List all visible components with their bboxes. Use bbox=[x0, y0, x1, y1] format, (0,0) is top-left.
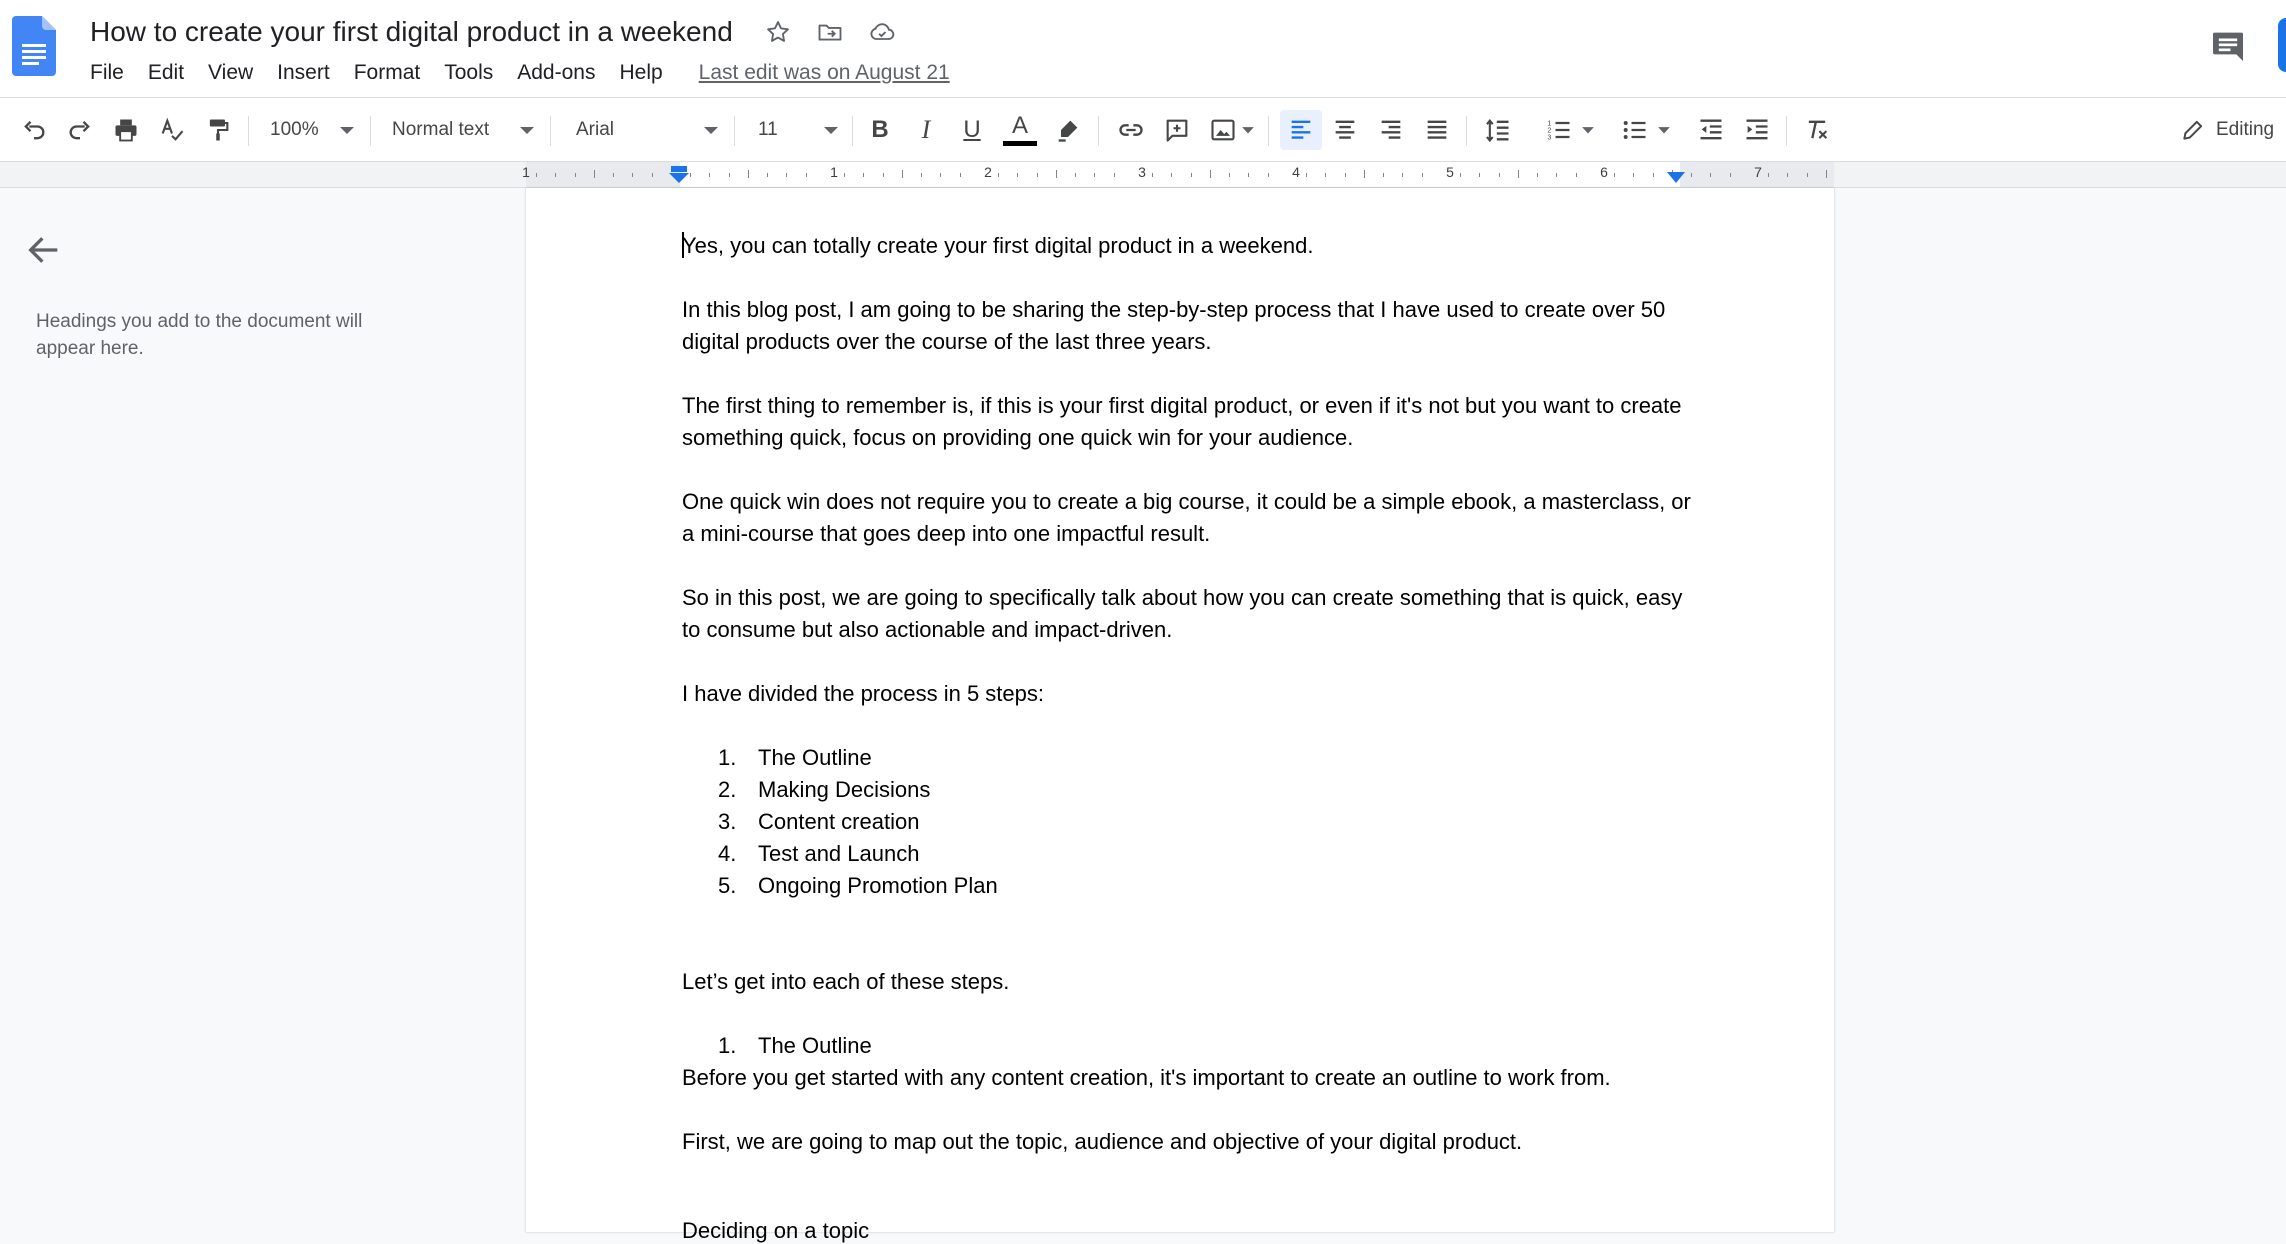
ruler-tick bbox=[652, 173, 653, 177]
outline-placeholder: Headings you add to the document will appear here. bbox=[36, 311, 363, 359]
ruler-tick bbox=[575, 173, 576, 177]
underline-button[interactable]: U bbox=[963, 116, 981, 143]
ruler-number: 3 bbox=[1138, 164, 1146, 180]
menu-view[interactable]: View bbox=[208, 61, 254, 84]
ruler-tick bbox=[690, 173, 691, 177]
ruler-tick bbox=[555, 173, 556, 177]
menu-add-ons[interactable]: Add-ons bbox=[517, 61, 596, 84]
editing-mode-label: Editing bbox=[2216, 119, 2275, 140]
menu-format[interactable]: Format bbox=[353, 61, 421, 84]
ruler-tick bbox=[709, 173, 710, 177]
text-color-button[interactable]: A bbox=[1000, 110, 1040, 150]
ruler-number: 7 bbox=[1754, 164, 1762, 180]
ruler-tick bbox=[1460, 173, 1461, 177]
chevron-down-icon bbox=[824, 127, 838, 134]
ruler-tick bbox=[1037, 173, 1038, 177]
svg-text:3: 3 bbox=[1547, 134, 1552, 142]
ruler-tick bbox=[1191, 173, 1192, 177]
star-icon[interactable] bbox=[763, 17, 793, 47]
ruler-tick bbox=[1576, 173, 1577, 177]
ruler-tick bbox=[1152, 173, 1153, 177]
svg-text:2: 2 bbox=[1547, 127, 1552, 135]
paragraph: Yes, you can totally create your first digital product in a weekend. bbox=[682, 233, 1314, 258]
paragraph: Deciding on a topic bbox=[682, 1218, 870, 1243]
ruler-number: 4 bbox=[1292, 164, 1300, 180]
menu-edit[interactable]: Edit bbox=[147, 61, 185, 84]
ruler-tick bbox=[1364, 170, 1365, 178]
ruler-tick bbox=[902, 170, 903, 178]
ruler-tick bbox=[1633, 173, 1634, 177]
highlight-color-icon[interactable] bbox=[1050, 110, 1086, 150]
clear-formatting-icon[interactable] bbox=[1798, 110, 1836, 150]
list-item: 1. The Outline bbox=[718, 1033, 872, 1058]
ruler-tick bbox=[883, 173, 884, 177]
increase-indent-icon[interactable] bbox=[1738, 110, 1776, 150]
move-to-folder-icon[interactable] bbox=[815, 17, 845, 47]
ruler-tick bbox=[1422, 173, 1423, 177]
list-item: 3. Content creation bbox=[718, 809, 920, 834]
ruler-tick bbox=[1691, 173, 1692, 177]
svg-text:1: 1 bbox=[1547, 120, 1552, 128]
ruler-number: 1 bbox=[830, 164, 838, 180]
ruler-tick bbox=[1248, 173, 1249, 177]
formatting-toolbar bbox=[0, 98, 2286, 162]
ruler-tick bbox=[1402, 173, 1403, 177]
toolbar-separator bbox=[1268, 116, 1269, 146]
pencil-icon bbox=[2180, 117, 2206, 143]
chevron-down-icon bbox=[340, 127, 354, 134]
paragraph: Before you get started with any content creation, it's important to create an outline to work from. bbox=[682, 1065, 1611, 1090]
app-header bbox=[0, 0, 2286, 98]
ruler-tick bbox=[632, 173, 633, 177]
menu-insert[interactable]: Insert bbox=[277, 61, 330, 84]
paragraph: In this blog post, I am going to be sharing the step-by-step process that I have used to create over 50 digital products over the course of the last three years. bbox=[682, 297, 1666, 354]
ruler-tick bbox=[594, 170, 595, 178]
menu-bar bbox=[90, 58, 950, 88]
insert-image-icon[interactable] bbox=[1204, 110, 1260, 150]
font-size-select[interactable] bbox=[758, 110, 838, 150]
ruler-tick bbox=[1614, 173, 1615, 177]
ruler-number: 2 bbox=[984, 164, 992, 180]
bulleted-list-icon[interactable] bbox=[1616, 110, 1676, 150]
insert-link-icon[interactable] bbox=[1112, 110, 1150, 150]
indent-marker-icon[interactable] bbox=[668, 166, 690, 184]
paint-format-icon[interactable] bbox=[200, 110, 236, 150]
ruler-number: 6 bbox=[1600, 164, 1608, 180]
paragraph: One quick win does not require you to create a big course, it could be a simple ebook, a masterclass, or a mini-course that goes deep into one impactful result. bbox=[682, 489, 1691, 546]
ruler-tick bbox=[1653, 173, 1654, 177]
toolbar-separator bbox=[550, 116, 551, 146]
zoom-select[interactable] bbox=[270, 110, 354, 150]
align-justify-icon[interactable] bbox=[1418, 110, 1456, 150]
menu-help[interactable]: Help bbox=[619, 61, 663, 84]
section-heading-list bbox=[682, 1030, 1702, 1062]
undo-icon[interactable] bbox=[16, 110, 52, 150]
list-item: 5. Ongoing Promotion Plan bbox=[718, 873, 998, 898]
paragraph: I have divided the process in 5 steps: bbox=[682, 681, 1044, 706]
ruler-tick bbox=[1075, 173, 1076, 177]
ruler-tick bbox=[1210, 170, 1211, 178]
bold-button[interactable]: B bbox=[871, 116, 889, 143]
ruler-tick bbox=[1268, 173, 1269, 177]
ruler-tick bbox=[1383, 173, 1384, 177]
font-size-value: 11 bbox=[758, 119, 778, 140]
ruler-number: 1 bbox=[522, 164, 530, 180]
toolbar-separator bbox=[852, 116, 853, 146]
toolbar-separator bbox=[1786, 116, 1787, 146]
ruler-tick bbox=[1345, 173, 1346, 177]
ruler-tick bbox=[1114, 173, 1115, 177]
ruler-tick bbox=[1094, 173, 1095, 177]
chevron-down-icon bbox=[1241, 123, 1255, 137]
paragraph-style-value: Normal text bbox=[392, 119, 490, 140]
close-outline-arrow-icon[interactable] bbox=[24, 230, 64, 270]
editing-mode-select[interactable] bbox=[2180, 110, 2274, 150]
ruler-tick bbox=[1787, 173, 1788, 177]
list-item: 1. The Outline bbox=[718, 745, 872, 770]
chevron-down-icon bbox=[520, 127, 534, 134]
ruler-tick bbox=[1479, 173, 1480, 177]
comment-history-icon[interactable] bbox=[2208, 26, 2248, 66]
font-family-value: Arial bbox=[576, 119, 615, 140]
spellcheck-icon[interactable] bbox=[154, 110, 190, 150]
last-edit-link[interactable]: Last edit was on August 21 bbox=[698, 61, 950, 84]
align-center-icon[interactable] bbox=[1326, 110, 1364, 150]
ruler-left-margin bbox=[526, 162, 680, 187]
steps-list bbox=[682, 742, 1702, 902]
chevron-down-icon bbox=[1581, 123, 1595, 137]
ruler-tick bbox=[536, 173, 537, 177]
ruler-tick bbox=[767, 173, 768, 177]
zoom-value: 100% bbox=[270, 119, 319, 140]
align-left-icon[interactable] bbox=[1280, 110, 1322, 150]
document-body[interactable] bbox=[682, 230, 1702, 1190]
google-docs-logo-icon[interactable] bbox=[12, 16, 56, 76]
paragraph: So in this post, we are going to specifically talk about how you can create something that is quick, easy to consume but also actionable and impact-driven. bbox=[682, 585, 1683, 642]
ruler-tick bbox=[786, 173, 787, 177]
horizontal-ruler[interactable] bbox=[0, 162, 2286, 188]
ruler-tick bbox=[998, 173, 999, 177]
ruler-tick bbox=[921, 173, 922, 177]
paragraph: Let’s get into each of these steps. bbox=[682, 969, 1010, 994]
chevron-down-icon bbox=[704, 127, 718, 134]
list-item: 4. Test and Launch bbox=[718, 841, 920, 866]
ruler-number: 5 bbox=[1446, 164, 1454, 180]
toolbar-separator bbox=[370, 116, 371, 146]
paragraph: The first thing to remember is, if this is your first digital product, or even if it's not but you want to create something quick, focus on providing one quick win for your audience. bbox=[682, 393, 1682, 450]
ruler-tick bbox=[748, 170, 749, 178]
ruler-tick bbox=[844, 173, 845, 177]
ruler-tick bbox=[960, 173, 961, 177]
ruler-tick bbox=[806, 173, 807, 177]
ruler-tick bbox=[1826, 170, 1827, 178]
toolbar-separator bbox=[734, 116, 735, 146]
print-icon[interactable] bbox=[108, 110, 144, 150]
toolbar-separator bbox=[1098, 116, 1099, 146]
ruler-track bbox=[522, 162, 1834, 187]
ruler-tick bbox=[1807, 173, 1808, 177]
ruler-tick bbox=[1229, 173, 1230, 177]
align-right-icon[interactable] bbox=[1372, 110, 1410, 150]
ruler-tick bbox=[729, 173, 730, 177]
ruler-tick bbox=[1537, 173, 1538, 177]
ruler-tick bbox=[1306, 173, 1307, 177]
ruler-tick bbox=[940, 173, 941, 177]
toolbar-separator bbox=[1466, 116, 1467, 146]
list-item: 2. Making Decisions bbox=[718, 777, 931, 802]
menu-file[interactable]: File bbox=[90, 61, 124, 84]
ruler-tick bbox=[1730, 173, 1731, 177]
numbered-list-icon[interactable] bbox=[1540, 110, 1600, 150]
ruler-tick bbox=[1556, 173, 1557, 177]
ruler-tick bbox=[1499, 173, 1500, 177]
line-spacing-icon[interactable] bbox=[1478, 110, 1518, 150]
chevron-down-icon bbox=[1657, 123, 1671, 137]
italic-button[interactable]: I bbox=[921, 115, 931, 144]
ruler-tick bbox=[1768, 173, 1769, 177]
ruler-tick bbox=[1325, 173, 1326, 177]
ruler-tick bbox=[1017, 173, 1018, 177]
decrease-indent-icon[interactable] bbox=[1692, 110, 1730, 150]
paragraph: First, we are going to map out the topic, audience and objective of your digital product. bbox=[682, 1129, 1523, 1154]
menu-tools[interactable]: Tools bbox=[444, 61, 494, 84]
ruler-tick bbox=[1710, 173, 1711, 177]
ruler-tick bbox=[613, 173, 614, 177]
text-color-swatch bbox=[1003, 141, 1037, 146]
ruler-tick bbox=[1056, 170, 1057, 178]
paragraph-style-select[interactable] bbox=[392, 110, 534, 150]
ruler-tick bbox=[1518, 170, 1519, 178]
ruler-tick bbox=[863, 173, 864, 177]
document-title[interactable]: How to create your first digital product in a weekend bbox=[90, 16, 733, 47]
ruler-tick bbox=[1171, 173, 1172, 177]
right-indent-marker-icon[interactable] bbox=[1666, 170, 1686, 186]
add-comment-icon[interactable] bbox=[1158, 110, 1196, 150]
share-button[interactable] bbox=[2278, 18, 2286, 72]
redo-icon[interactable] bbox=[62, 110, 98, 150]
cloud-saved-icon[interactable] bbox=[867, 17, 897, 47]
font-family-select[interactable] bbox=[576, 110, 718, 150]
toolbar-separator bbox=[248, 116, 249, 146]
